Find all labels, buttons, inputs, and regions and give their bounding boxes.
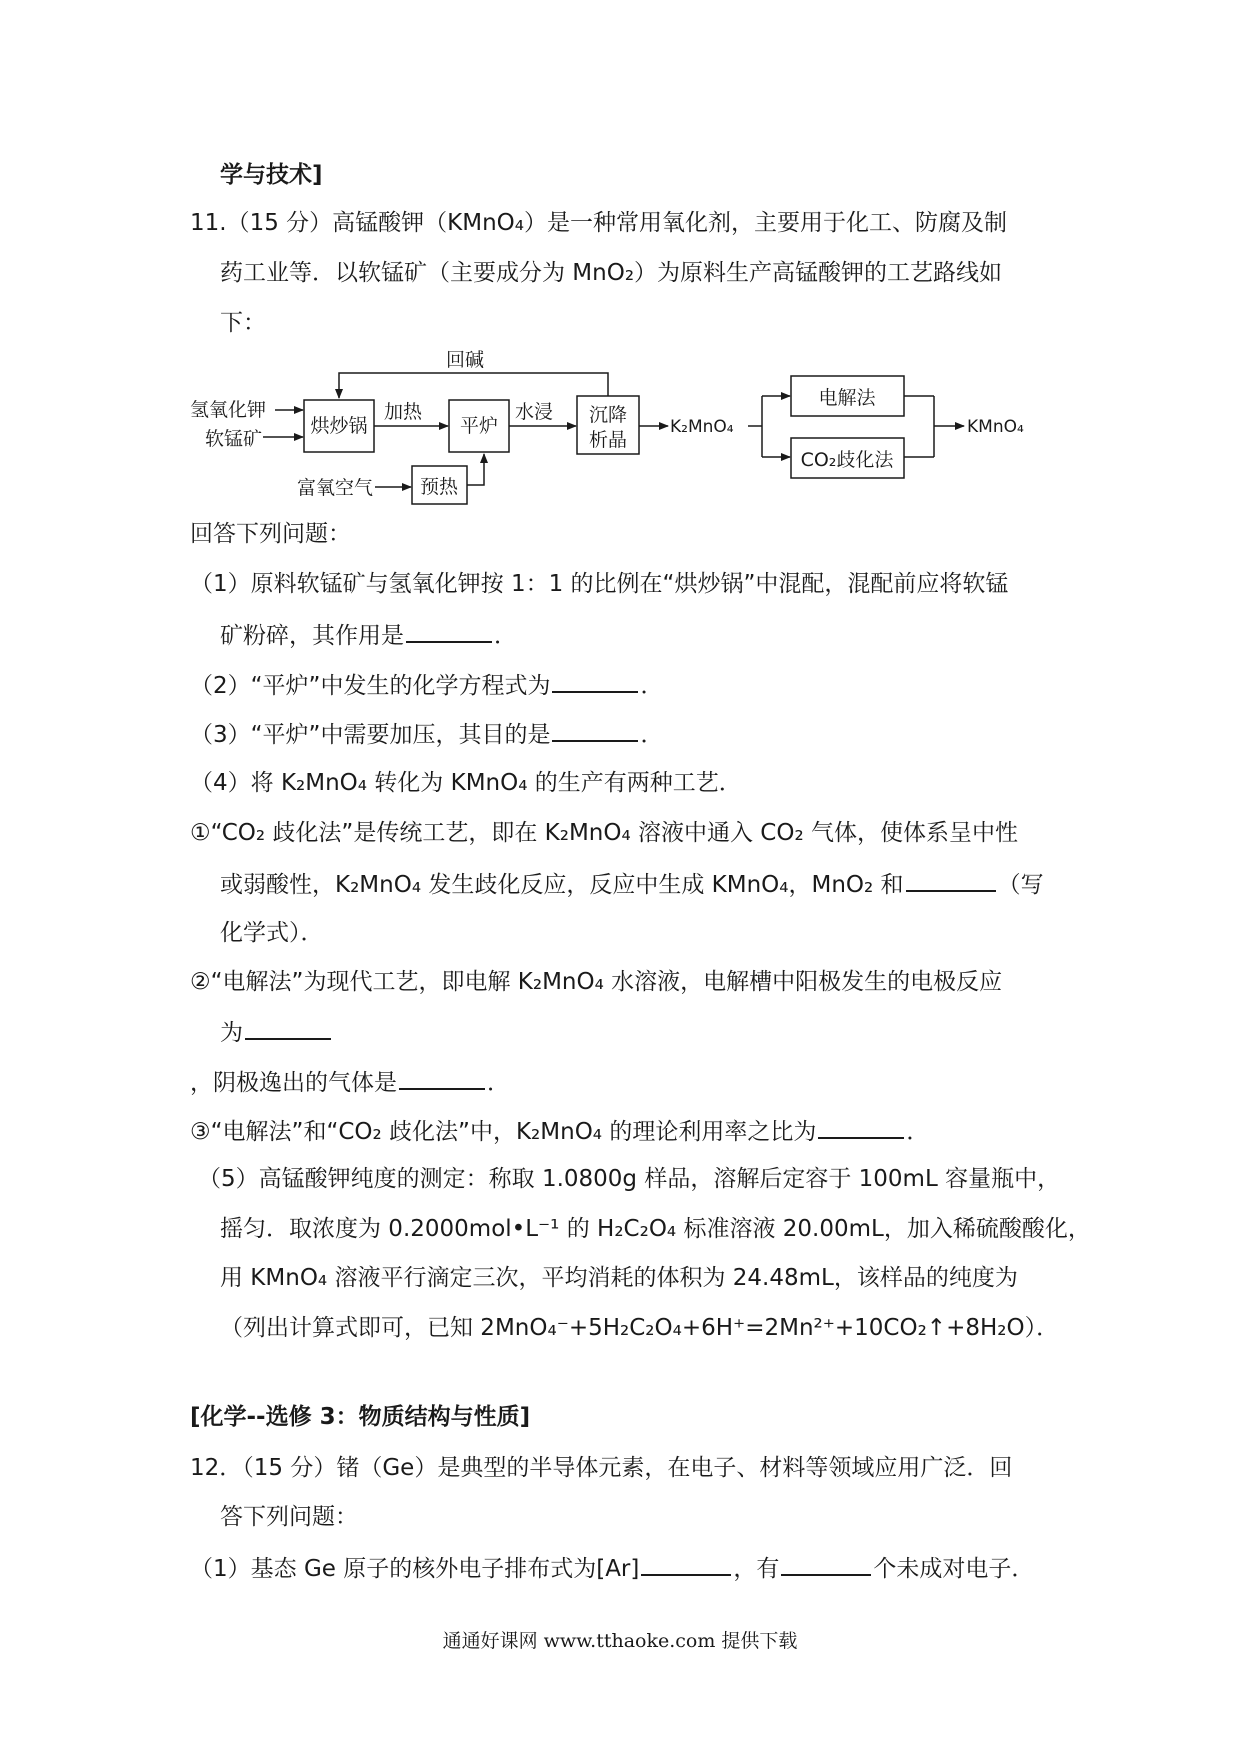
- part5-line1: （5）高锰酸钾纯度的测定：称取 1.0800g 样品，溶解后定容于 100mL 容量瓶中，: [198, 1166, 1061, 1192]
- q11-line2: 药工业等．以软锰矿（主要成分为 MnO₂）为原料生产高锰酸钾的工艺路线如: [220, 260, 1003, 286]
- blank-part2[interactable]: [552, 667, 638, 693]
- blank-sub2-cathode[interactable]: [399, 1064, 485, 1090]
- input-koh-label: 氢氧化钾: [190, 399, 267, 421]
- q12-line1: 12．（15 分）锗（Ge）是典型的半导体元素，在电子、材料等领域应用广泛．回: [190, 1455, 1013, 1481]
- q11-line1: 11.（15 分）高锰酸钾（KMnO₄）是一种常用氧化剂，主要用于化工、防腐及制: [190, 210, 1007, 236]
- blank-q12-config[interactable]: [641, 1550, 731, 1576]
- arrow-heat-label: 加热: [384, 401, 423, 423]
- part2-line: （2）“平炉”中发生的化学方程式为 ．: [190, 667, 663, 703]
- box-electrolysis-label: 电解法: [818, 387, 876, 409]
- part5-line2: 摇匀．取浓度为 0.2000mol•L⁻¹ 的 H₂C₂O₄ 标准溶液 20.00mL，加入稀硫酸酸化，: [220, 1216, 1091, 1242]
- section-heading-structure: [化学--选修 3：物质结构与性质]: [190, 1404, 531, 1430]
- blank-sub2-anode[interactable]: [245, 1014, 331, 1040]
- q12-part1: （1）基态 Ge 原子的核外电子排布式为[Ar] ，有 个未成对电子．: [190, 1550, 1034, 1586]
- product-kmno4: KMnO₄: [967, 417, 1024, 437]
- box-roasting-pot-label: 烘炒锅: [310, 415, 368, 437]
- q11-line3: 下：: [220, 310, 266, 336]
- sub2-line3: ，阴极逸出的气体是 ．: [190, 1064, 510, 1100]
- sub1-line1: ①“CO₂ 歧化法”是传统工艺，即在 K₂MnO₄ 溶液中通入 CO₂ 气体，使体系呈中性: [190, 820, 1018, 846]
- part4-line: （4）将 K₂MnO₄ 转化为 KMnO₄ 的生产有两种工艺．: [190, 770, 742, 796]
- section-heading-tech: 学与技术]: [220, 162, 323, 188]
- part5-line4: （列出计算式即可，已知 2MnO₄⁻+5H₂C₂O₄+6H⁺=2Mn²⁺+10CO₂↑+8H₂O）．: [220, 1315, 1060, 1341]
- blank-q12-unpaired[interactable]: [781, 1550, 871, 1576]
- oxygen-air-label: 富氧空气: [297, 477, 374, 499]
- part1-line2: 矿粉碎，其作用是 ．: [220, 617, 517, 653]
- blank-part3[interactable]: [552, 716, 638, 742]
- box-settle-label-1: 沉降: [588, 404, 628, 426]
- part3-line: （3）“平炉”中需要加压，其目的是 ．: [190, 716, 663, 752]
- box-settle-label-2: 析晶: [588, 429, 628, 451]
- input-ore-label: 软锰矿: [205, 428, 263, 450]
- intermediate-k2mno4: K₂MnO₄: [670, 417, 734, 437]
- sub1-line2: 或弱酸性，K₂MnO₄ 发生歧化反应，反应中生成 KMnO₄，MnO₂ 和 （写: [220, 866, 1044, 902]
- sub1-line3: 化学式）．: [220, 920, 324, 946]
- q12-line2: 答下列问题：: [220, 1504, 358, 1530]
- blank-part1[interactable]: [406, 617, 492, 643]
- blank-sub1[interactable]: [906, 866, 996, 892]
- part5-line3: 用 KMnO₄ 溶液平行滴定三次，平均消耗的体积为 24.48mL，该样品的纯度为: [220, 1265, 1018, 1291]
- sub2-line2: 为: [220, 1014, 333, 1050]
- box-preheat-label: 预热: [419, 476, 459, 498]
- recycle-label: 回碱: [445, 349, 485, 371]
- arrow-recycle-base: [339, 373, 608, 398]
- part1-line1: （1）原料软锰矿与氢氧化钾按 1：1 的比例在“烘炒锅”中混配，混配前应将软锰: [190, 571, 1009, 597]
- box-co2-label: CO₂歧化法: [800, 449, 894, 471]
- sub2-line1: ②“电解法”为现代工艺，即电解 K₂MnO₄ 水溶液，电解槽中阳极发生的电极反应: [190, 969, 1003, 995]
- answer-intro: 回答下列问题：: [190, 521, 351, 547]
- sub3-line: ③“电解法”和“CO₂ 歧化法”中，K₂MnO₄ 的理论利用率之比为 ．: [190, 1113, 929, 1149]
- arrow-preheat-to-furnace: [467, 454, 484, 485]
- blank-sub3[interactable]: [818, 1113, 904, 1139]
- arrow-water-label: 水浸: [515, 401, 554, 423]
- page-footer: 通通好课网 www.tthaoke.com 提供下载: [442, 1630, 798, 1652]
- box-furnace-label: 平炉: [459, 415, 499, 437]
